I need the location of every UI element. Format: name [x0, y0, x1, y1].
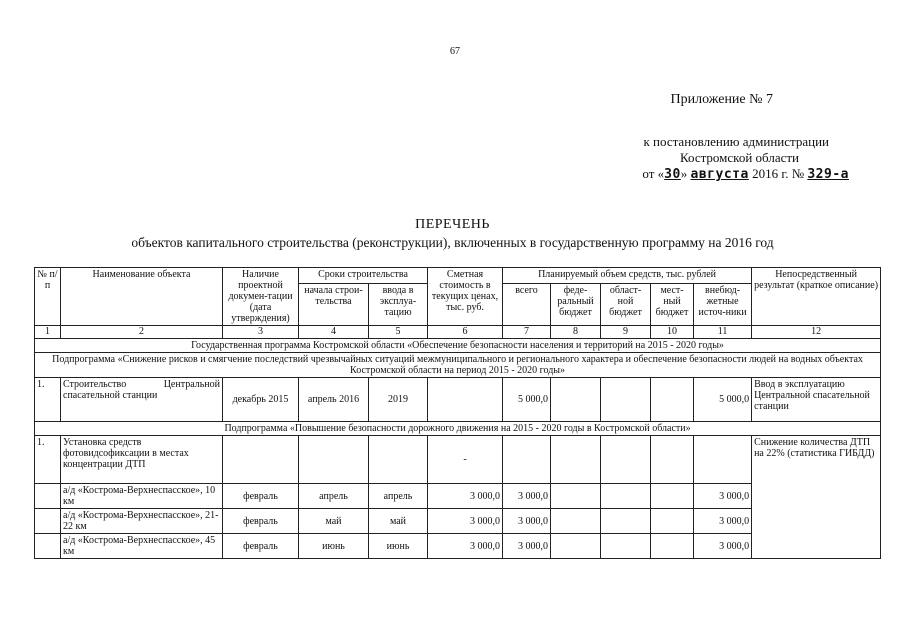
row-extra: 3 000,0	[694, 509, 752, 534]
header-cost: Сметная стоимость в текущих ценах, тыс. руб.	[428, 268, 503, 326]
decree-line-1: к постановлению администрации	[643, 134, 829, 149]
objects-table	[34, 267, 881, 559]
header-total: всего	[503, 284, 551, 326]
col-number: 1	[35, 326, 61, 339]
row-extra: 3 000,0	[694, 534, 752, 559]
row-cost	[428, 378, 503, 422]
row-total: 5 000,0	[503, 378, 551, 422]
header-term-end: ввода в эксплуа-тацию	[369, 284, 428, 326]
date-prefix: от «	[642, 166, 665, 181]
row-cost: 3 000,0	[428, 534, 503, 559]
decree-date-line	[642, 166, 849, 182]
header-regional: област-ной бюджет	[601, 284, 651, 326]
row-cost: 3 000,0	[428, 509, 503, 534]
row-start: апрель 2016	[299, 378, 369, 422]
row-regional	[601, 378, 651, 422]
col-number: 11	[694, 326, 752, 339]
row-no: 1.	[35, 436, 61, 484]
subprogram-row	[35, 353, 881, 378]
row-total: 3 000,0	[503, 484, 551, 509]
decree-number: 329-а	[807, 167, 849, 182]
row-docs: февраль	[223, 509, 299, 534]
date-day: 30	[664, 167, 681, 182]
decree-line-2: Костромской области	[679, 150, 799, 165]
row-start: май	[299, 509, 369, 534]
col-number: 7	[503, 326, 551, 339]
row-total: 3 000,0	[503, 534, 551, 559]
subprogram-row	[35, 422, 881, 436]
row-federal	[551, 378, 601, 422]
row-end: май	[369, 509, 428, 534]
header-docs: Наличие проектной докумен-тации (дата утверждения)	[223, 268, 299, 326]
header-extra: внебюд-жетные источ-ники	[694, 284, 752, 326]
row-result: Ввод в эксплуатацию Центральной спасательной станции	[752, 378, 881, 422]
col-number: 2	[61, 326, 223, 339]
row-end: июнь	[369, 534, 428, 559]
program-row	[35, 339, 881, 353]
page-number: 67	[450, 46, 460, 57]
row-total: 3 000,0	[503, 509, 551, 534]
col-number: 3	[223, 326, 299, 339]
row-name-part: спасательной станции	[63, 390, 158, 401]
header-funds: Планируемый объем средств, тыс. рублей	[503, 268, 752, 284]
row-start: апрель	[299, 484, 369, 509]
col-number: 5	[369, 326, 428, 339]
date-year: 2016 г. №	[752, 166, 805, 181]
row-cost: 3 000,0	[428, 484, 503, 509]
row-start: июнь	[299, 534, 369, 559]
appendix-label: Приложение № 7	[670, 92, 773, 107]
row-docs: февраль	[223, 534, 299, 559]
row-name: а/д «Кострома-Верхнеспасское», 10 км	[61, 484, 223, 509]
row-end: 2019	[369, 378, 428, 422]
col-number: 9	[601, 326, 651, 339]
row-name	[61, 378, 223, 422]
row-name-part: Строительство	[63, 379, 127, 390]
table-row	[35, 378, 881, 422]
col-number: 10	[651, 326, 694, 339]
row-local	[651, 378, 694, 422]
date-mid: »	[680, 166, 688, 181]
row-docs: февраль	[223, 484, 299, 509]
row-name-part: Центральной	[163, 379, 220, 390]
header-terms: Сроки строительства	[299, 268, 428, 284]
document-subtitle: объектов капитального строительства (реконструкции), включенных в государственную программу на 2016 год	[131, 235, 774, 250]
header-local: мест-ный бюджет	[651, 284, 694, 326]
col-number: 6	[428, 326, 503, 339]
subprogram-title: Подпрограмма «Снижение рисков и смягчение последствий чрезвычайных ситуаций межмуниципального и регионального характера и обеспечение безопасности людей на водных объектах Костромской области на период 2015 - 2020 годы»	[35, 353, 881, 378]
header-no: № п/п	[35, 268, 61, 326]
row-cost: -	[428, 436, 503, 484]
row-name: а/д «Кострома-Верхнеспасское», 21-22 км	[61, 509, 223, 534]
column-numbers-row	[35, 326, 881, 339]
header-term-start: начала строи-тельства	[299, 284, 369, 326]
header-federal: феде-ральный бюджет	[551, 284, 601, 326]
row-name: а/д «Кострома-Верхнеспасское», 45 км	[61, 534, 223, 559]
row-no: 1.	[35, 378, 61, 422]
col-number: 4	[299, 326, 369, 339]
row-result: Снижение количества ДТП на 22% (статистика ГИБДД)	[752, 436, 881, 559]
row-end: апрель	[369, 484, 428, 509]
col-number: 8	[551, 326, 601, 339]
col-number: 12	[752, 326, 881, 339]
header-row-1	[35, 268, 881, 284]
row-name: Установка средств фотовидсофиксации в местах концентрации ДТП	[61, 436, 223, 484]
program-title: Государственная программа Костромской области «Обеспечение безопасности населения и территорий на 2015 - 2020 годы»	[35, 339, 881, 353]
row-docs: декабрь 2015	[223, 378, 299, 422]
header-result: Непосредственный результат (краткое описание)	[752, 268, 881, 326]
table-row	[35, 436, 881, 484]
header-name: Наименование объекта	[61, 268, 223, 326]
subprogram-title: Подпрограмма «Повышение безопасности дорожного движения на 2015 - 2020 годы в Костромской области»	[35, 422, 881, 436]
row-extra: 5 000,0	[694, 378, 752, 422]
row-extra: 3 000,0	[694, 484, 752, 509]
document-title: ПЕРЕЧЕНЬ	[415, 217, 490, 232]
date-month: августа	[690, 167, 749, 182]
